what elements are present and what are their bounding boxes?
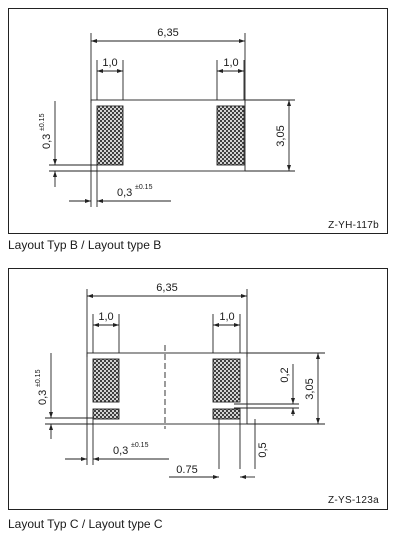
layout-b-panel — [8, 8, 388, 234]
layout-c-gap-vertical-tolerance: ±0.15 — [35, 369, 42, 387]
layout-b-height-label: 3,05 — [275, 125, 287, 147]
layout-b-pad-left-width-label: 1,0 — [102, 57, 118, 69]
layout-b-pad-right — [217, 106, 244, 165]
layout-c-slot-label: 0,2 — [279, 367, 291, 383]
layout-c-pad-left-width-label: 1,0 — [98, 311, 114, 323]
layout-c-height-label: 3,05 — [304, 378, 316, 400]
layout-c-drawing-id: Z-YS-123a — [327, 495, 379, 506]
layout-b-gap-horizontal-tolerance: ±0.15 — [135, 184, 153, 191]
layout-c-panel — [8, 268, 388, 510]
layout-c-gap-horizontal-label: 0,3 — [113, 445, 129, 457]
layout-b-drawing-id: Z-YH-117b — [328, 220, 379, 231]
layout-c-notch-width-label: 0.75 — [176, 464, 198, 476]
layout-b-pad-left — [97, 106, 123, 165]
layout-b-total-width-label: 6,35 — [157, 27, 179, 39]
layout-b-caption: Layout Typ B / Layout type B — [8, 238, 162, 252]
layout-b-gap-horizontal-label: 0,3 — [117, 187, 133, 199]
layout-c-pad-right — [213, 359, 240, 419]
layout-b-pad-right-width-label: 1,0 — [223, 57, 239, 69]
layout-c-pad-left — [93, 359, 119, 419]
layout-c-caption: Layout Typ C / Layout type C — [8, 517, 163, 531]
layout-c-total-width-label: 6,35 — [156, 282, 178, 294]
layout-c-gap-vertical-label: 0,3 — [37, 389, 49, 405]
layout-b-gap-vertical-tolerance: ±0.15 — [39, 113, 46, 131]
layout-c-notch-label: 0,5 — [257, 442, 269, 458]
layout-c-gap-horizontal-tolerance: ±0.15 — [131, 442, 149, 449]
layout-c-pad-right-width-label: 1,0 — [219, 311, 235, 323]
layout-b-gap-vertical-label: 0,3 — [41, 133, 53, 149]
layout-b-drawing — [9, 9, 389, 235]
layout-c-drawing — [9, 269, 389, 511]
